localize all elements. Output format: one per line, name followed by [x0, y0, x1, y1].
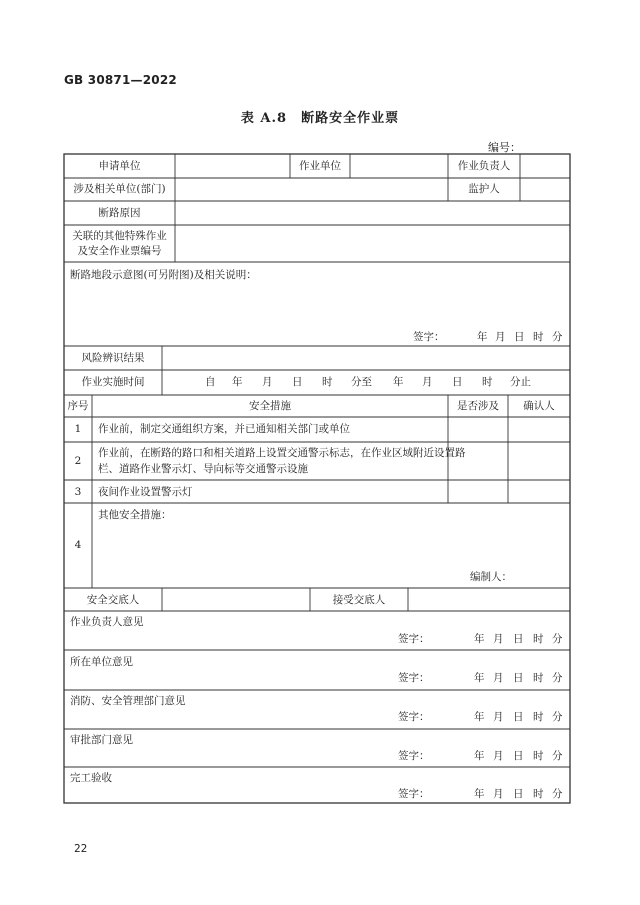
opinion-label: 作业负责人意见 — [70, 616, 144, 628]
time-hour: 时 — [322, 376, 333, 388]
site-sketch-label: 断路地段示意图(可另附图)及相关说明： — [70, 269, 257, 281]
risk-result-label: 风险辨识结果 — [81, 352, 145, 364]
time-month-end: 月 — [422, 376, 433, 388]
supervisor-label: 监护人 — [468, 183, 500, 195]
date-hour: 时 — [533, 788, 544, 800]
date-day: 日 — [513, 711, 524, 723]
date-hour: 时 — [533, 711, 544, 723]
work-time-label: 作业实施时间 — [81, 376, 145, 388]
date-minute: 分 — [552, 788, 563, 800]
time-hour-end: 时 — [482, 376, 493, 388]
date-minute: 分 — [552, 331, 563, 343]
date-month: 月 — [495, 331, 506, 343]
sign-label: 签字： — [398, 788, 430, 800]
other-measures-label: 其他安全措施： — [98, 509, 172, 521]
time-day: 日 — [292, 376, 303, 388]
time-year-end: 年 — [393, 376, 404, 388]
date-month: 月 — [493, 711, 504, 723]
measure-text-line1: 作业前，在断路的路口和相关道路上设置交通警示标志，在作业区域附近设置路 — [98, 447, 466, 459]
date-year: 年 — [474, 711, 485, 723]
date-year: 年 — [474, 788, 485, 800]
work-unit-label: 作业单位 — [299, 160, 341, 172]
date-minute: 分 — [552, 633, 563, 645]
date-day: 日 — [513, 788, 524, 800]
date-day: 日 — [513, 672, 524, 684]
date-day: 日 — [514, 331, 525, 343]
date-year: 年 — [474, 672, 485, 684]
time-minute-end: 分止 — [510, 376, 531, 388]
work-leader-label: 作业负责人 — [457, 160, 511, 172]
measure-no: 1 — [74, 423, 82, 435]
opinion-label: 消防、安全管理部门意见 — [70, 695, 186, 707]
time-year: 年 — [232, 376, 243, 388]
col-no-header: 序号 — [67, 400, 89, 412]
measure-text: 夜间作业设置警示灯 — [98, 486, 193, 498]
date-month: 月 — [493, 750, 504, 762]
date-minute: 分 — [552, 672, 563, 684]
sign-label: 签字： — [413, 331, 445, 343]
date-day: 日 — [513, 750, 524, 762]
discloser-label: 安全交底人 — [86, 594, 140, 606]
opinion-label: 完工验收 — [70, 772, 112, 784]
date-hour: 时 — [533, 633, 544, 645]
sign-label: 签字： — [398, 750, 430, 762]
related-permits-label-line1: 关联的其他特殊作业 — [72, 230, 167, 242]
col-measure-header: 安全措施 — [249, 400, 291, 412]
col-confirm-header: 确认人 — [523, 400, 555, 412]
date-year: 年 — [474, 633, 485, 645]
sign-label: 签字： — [398, 711, 430, 723]
date-hour: 时 — [533, 672, 544, 684]
date-month: 月 — [493, 788, 504, 800]
number-label: 编号： — [488, 141, 521, 154]
sign-label: 签字： — [398, 633, 430, 645]
measure-no: 4 — [74, 539, 82, 551]
applicant-unit-label: 申请单位 — [98, 160, 141, 172]
time-minute-to: 分至 — [351, 376, 372, 388]
date-month: 月 — [493, 672, 504, 684]
measure-text: 作业前，制定交通组织方案，并已通知相关部门或单位 — [98, 423, 350, 435]
date-month: 月 — [493, 633, 504, 645]
date-year: 年 — [474, 750, 485, 762]
time-month: 月 — [262, 376, 273, 388]
measure-no: 3 — [74, 486, 82, 498]
date-year: 年 — [477, 331, 488, 343]
prepared-by-label: 编制人： — [470, 571, 512, 583]
date-minute: 分 — [552, 750, 563, 762]
measure-text-line2: 栏、道路作业警示灯、导向标等交通警示设施 — [98, 463, 308, 475]
related-permits-label-line2: 及安全作业票编号 — [77, 245, 162, 257]
page-number: 22 — [74, 842, 88, 855]
related-units-label: 涉及相关单位(部门) — [73, 183, 166, 195]
form-title: 表 A.8 断路安全作业票 — [240, 111, 400, 126]
reason-label: 断路原因 — [98, 207, 141, 219]
sign-label: 签字： — [398, 672, 430, 684]
date-day: 日 — [513, 633, 524, 645]
col-involved-header: 是否涉及 — [457, 400, 499, 412]
measure-no: 2 — [74, 455, 82, 467]
receiver-label: 接受交底人 — [332, 594, 386, 606]
date-minute: 分 — [552, 711, 563, 723]
opinion-label: 所在单位意见 — [70, 656, 133, 668]
time-from: 自 — [205, 376, 216, 388]
date-hour: 时 — [533, 331, 544, 343]
time-day-end: 日 — [452, 376, 463, 388]
standard-code: GB 30871—2022 — [64, 73, 177, 87]
opinion-label: 审批部门意见 — [70, 734, 133, 746]
date-hour: 时 — [533, 750, 544, 762]
